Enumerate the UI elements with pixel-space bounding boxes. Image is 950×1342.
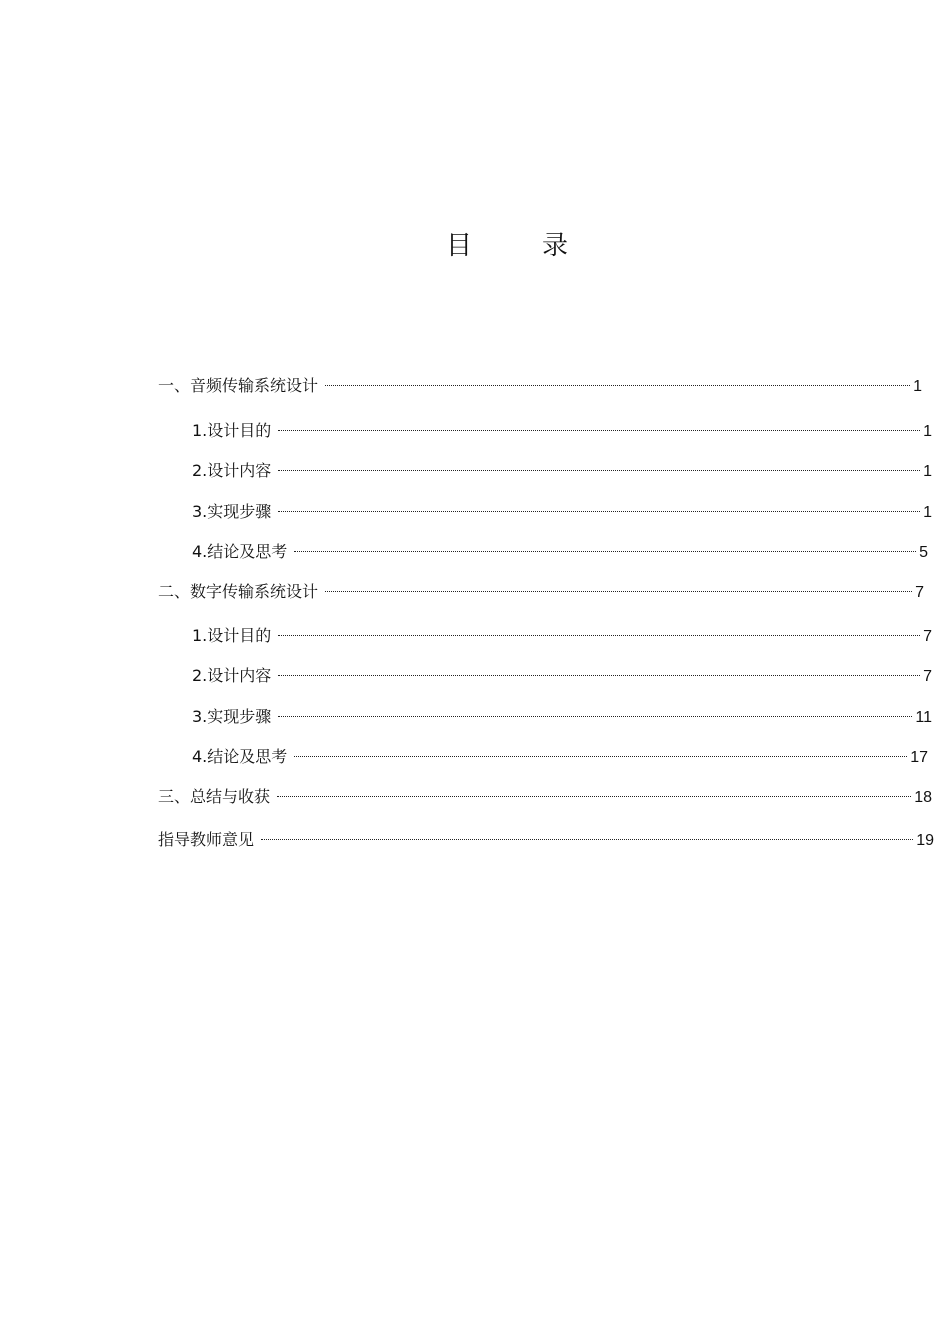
toc-entry-label: 三、总结与收获 <box>158 787 271 806</box>
toc-entry-label: 2.设计内容 <box>192 461 272 480</box>
toc-title-char-2: 录 <box>542 231 569 261</box>
toc-dot-leader <box>278 414 920 436</box>
toc-entry-page: 11 <box>915 709 932 726</box>
toc-entry-1-3[interactable] <box>192 495 932 524</box>
toc-entry-page: 1 <box>923 423 932 440</box>
toc-entry-page: 7 <box>923 668 932 685</box>
toc-entry-section-3[interactable] <box>158 780 932 809</box>
toc-entry-2-1[interactable] <box>192 619 932 648</box>
toc-dot-leader <box>278 454 920 476</box>
toc-entry-label: 1.设计目的 <box>192 626 272 645</box>
toc-title <box>446 228 576 264</box>
toc-dot-leader <box>278 619 920 641</box>
toc-entry-label: 二、数字传输系统设计 <box>158 582 319 601</box>
toc-dot-leader <box>294 535 916 557</box>
toc-entry-advisor-comments[interactable] <box>158 823 934 852</box>
toc-dot-leader <box>278 700 912 722</box>
toc-dot-leader <box>261 823 913 845</box>
toc-entry-label: 3.实现步骤 <box>192 502 272 521</box>
toc-dot-leader <box>325 369 910 391</box>
toc-dot-leader <box>325 575 912 597</box>
toc-entry-page: 17 <box>910 749 928 766</box>
toc-dot-leader <box>277 780 911 802</box>
toc-entry-1-4[interactable] <box>192 535 928 564</box>
toc-entry-label: 4.结论及思考 <box>192 747 288 766</box>
toc-entry-label: 指导教师意见 <box>158 830 255 849</box>
toc-entry-label: 一、音频传输系统设计 <box>158 376 319 395</box>
toc-entry-page: 1 <box>923 504 932 521</box>
toc-entry-page: 1 <box>913 378 922 395</box>
toc-entry-section-1[interactable] <box>158 369 922 398</box>
toc-entry-page: 7 <box>923 628 932 645</box>
toc-title-char-1: 目 <box>446 231 473 261</box>
toc-entry-page: 1 <box>923 463 932 480</box>
toc-entry-page: 7 <box>915 584 924 601</box>
toc-entry-label: 1.设计目的 <box>192 421 272 440</box>
toc-entry-1-1[interactable] <box>192 414 932 443</box>
toc-entry-2-4[interactable] <box>192 740 928 769</box>
toc-entry-page: 18 <box>914 789 932 806</box>
toc-entry-label: 3.实现步骤 <box>192 707 272 726</box>
toc-dot-leader <box>278 495 920 517</box>
toc-entry-label: 2.设计内容 <box>192 666 272 685</box>
toc-entry-page: 5 <box>919 544 928 561</box>
toc-dot-leader <box>294 740 907 762</box>
toc-entry-2-2[interactable] <box>192 659 932 688</box>
toc-entry-page: 19 <box>916 832 934 849</box>
toc-entry-label: 4.结论及思考 <box>192 542 288 561</box>
toc-dot-leader <box>278 659 920 681</box>
toc-entry-2-3[interactable] <box>192 700 932 729</box>
toc-entry-section-2[interactable] <box>158 575 924 604</box>
toc-entry-1-2[interactable] <box>192 454 932 483</box>
